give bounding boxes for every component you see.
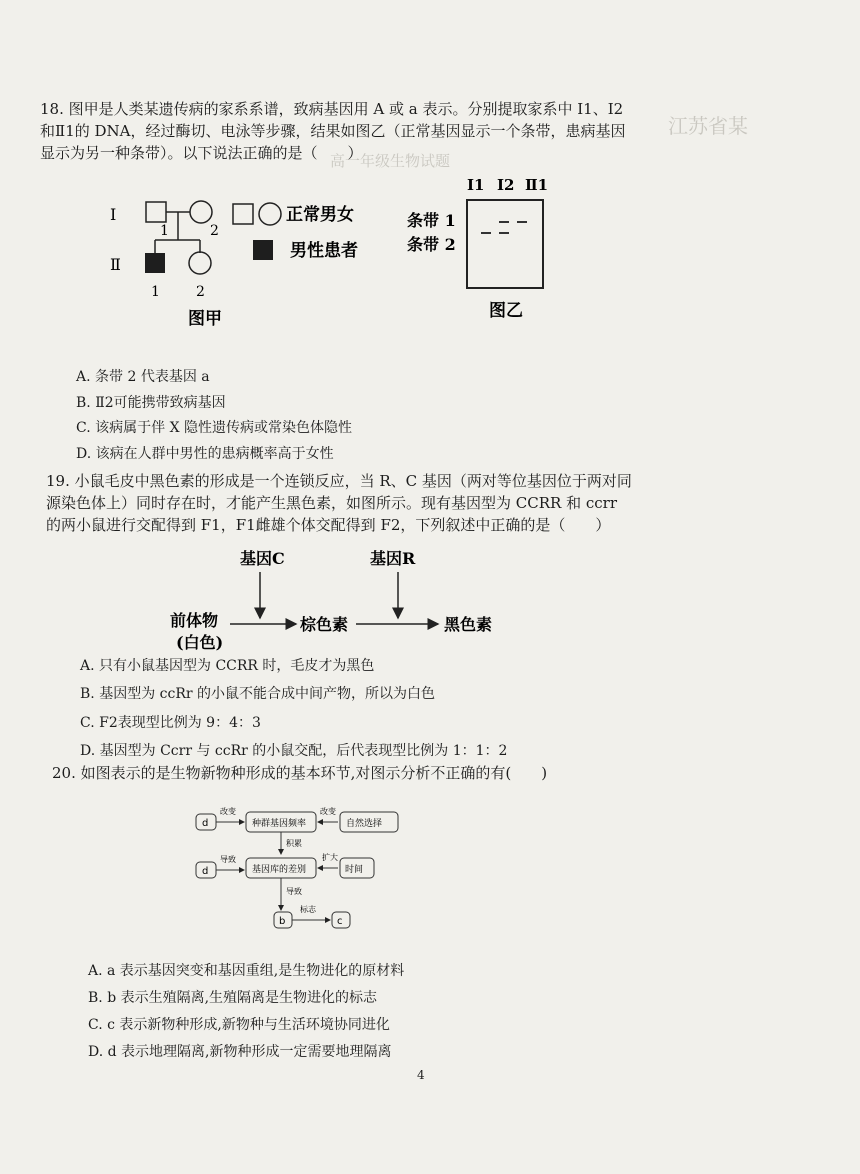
q19-option-b: B. 基因型为 ccRr 的小鼠不能合成中间产物，所以为白色: [80, 686, 436, 702]
i1-male-symbol: [146, 202, 166, 222]
legend-affected-symbol: [253, 240, 273, 260]
legend-male-symbol: [233, 204, 253, 224]
node-gene-frequency: 种群基因频率: [252, 819, 307, 829]
gene-c-label: 基因C: [240, 549, 285, 568]
figure-caption-yi: 图乙: [489, 301, 523, 321]
q18-option-c: C. 该病属于伴 X 隐性遗传病或常染色体隐性: [76, 420, 352, 436]
q20-option-a: A. a 表示基因突变和基因重组,是生物进化的原材料: [88, 963, 405, 979]
gene-r-label: 基因R: [370, 549, 416, 568]
speciation-diagram: [190, 800, 420, 940]
generation-ii-label: Ⅱ: [110, 255, 121, 274]
band1-label: 条带 1: [407, 211, 456, 230]
generation-i-label: Ⅰ: [110, 205, 117, 224]
label-mark: 标志: [300, 905, 316, 914]
ii2-number: 2: [196, 284, 205, 300]
ii1-affected-male-symbol: [145, 253, 165, 273]
i1-number: 1: [160, 223, 169, 239]
q20-option-d: D. d 表示地理隔离,新物种形成一定需要地理隔离: [88, 1044, 392, 1060]
figure-caption-jia: 图甲: [188, 309, 222, 329]
i2-number: 2: [210, 223, 219, 239]
legend-normal-label: 正常男女: [286, 205, 354, 225]
q18-option-d: D. 该病在人群中男性的患病概率高于女性: [76, 446, 334, 462]
bleed-through-subtitle: 高一年级生物试题: [330, 152, 451, 170]
node-gene-pool-difference: 基因库的差别: [252, 865, 307, 875]
col-i1-label: Ⅰ1: [467, 176, 485, 194]
label-lead-2: 导致: [286, 887, 302, 896]
black-pigment-label: 黑色素: [444, 615, 493, 634]
label-expand: 扩大: [322, 853, 338, 862]
q18-stem: 18. 图甲是人类某遗传病的家系系谱，致病基因用 A 或 a 表示。分别提取家系中 Ⅰ1、Ⅰ2和Ⅱ1的 DNA，经过酶切、电泳等步骤，结果如图乙（正常基因显示一个条带，患病基因显示为另一种条带）。以下说法正确的是（ ）: [40, 100, 626, 162]
q18-option-a: A. 条带 2 代表基因 a: [76, 369, 210, 385]
ii2-female-symbol: [189, 252, 211, 274]
label-change-2: 改变: [320, 807, 336, 816]
node-d1: d: [202, 818, 209, 829]
page-number: 4: [417, 1068, 425, 1082]
q19-stem: 19. 小鼠毛皮中黑色素的形成是一个连锁反应，当 R、C 基因（两对等位基因位于两对同源染色体上）同时存在时，才能产生黑色素，如图所示。现有基因型为 CCRR 和 ccrr 的两小鼠进行交配得到 F1，F1雌雄个体交配得到 F2，下列叙述中正确的是（ ）: [46, 472, 632, 534]
electrophoresis-figure: [405, 170, 555, 325]
precursor-label: 前体物: [170, 611, 219, 630]
melanin-pathway-diagram: [160, 544, 520, 654]
label-accumulate: 积累: [286, 839, 302, 848]
bleed-through-title: 江苏省某: [668, 114, 748, 138]
node-b: b: [279, 916, 286, 927]
brown-pigment-label: 棕色素: [300, 615, 349, 634]
q18-option-b: B. Ⅱ2可能携带致病基因: [76, 395, 226, 411]
node-natural-selection: 自然选择: [346, 819, 383, 829]
node-time: 时间: [345, 865, 364, 875]
legend-affected-label: 男性患者: [290, 241, 358, 261]
q19-option-d: D. 基因型为 Ccrr 与 ccRr 的小鼠交配，后代表现型比例为 1：1：2: [80, 743, 508, 759]
gel-box: [467, 200, 543, 288]
label-lead-1: 导致: [220, 855, 236, 864]
node-c: c: [337, 916, 343, 927]
label-change-1: 改变: [220, 807, 236, 816]
legend-female-symbol: [259, 203, 281, 225]
q20-stem: 20. 如图表示的是生物新物种形成的基本环节,对图示分析不正确的有( ): [52, 764, 548, 782]
col-i2-label: Ⅰ2: [497, 176, 515, 194]
q20-option-c: C. c 表示新物种形成,新物种与生活环境协同进化: [88, 1017, 390, 1033]
q19-option-a: A. 只有小鼠基因型为 CCRR 时，毛皮才为黑色: [80, 658, 375, 674]
col-ii1-label: Ⅱ1: [525, 176, 549, 194]
q20-option-b: B. b 表示生殖隔离,生殖隔离是生物进化的标志: [88, 990, 378, 1006]
precursor-note: (白色): [176, 633, 224, 652]
q19-option-c: C. F2表现型比例为 9：4：3: [80, 715, 261, 731]
node-d2: d: [202, 866, 209, 877]
band2-label: 条带 2: [407, 235, 456, 254]
ii1-number: 1: [151, 284, 160, 300]
i2-female-symbol: [190, 201, 212, 223]
pedigree-figure: [100, 190, 380, 330]
